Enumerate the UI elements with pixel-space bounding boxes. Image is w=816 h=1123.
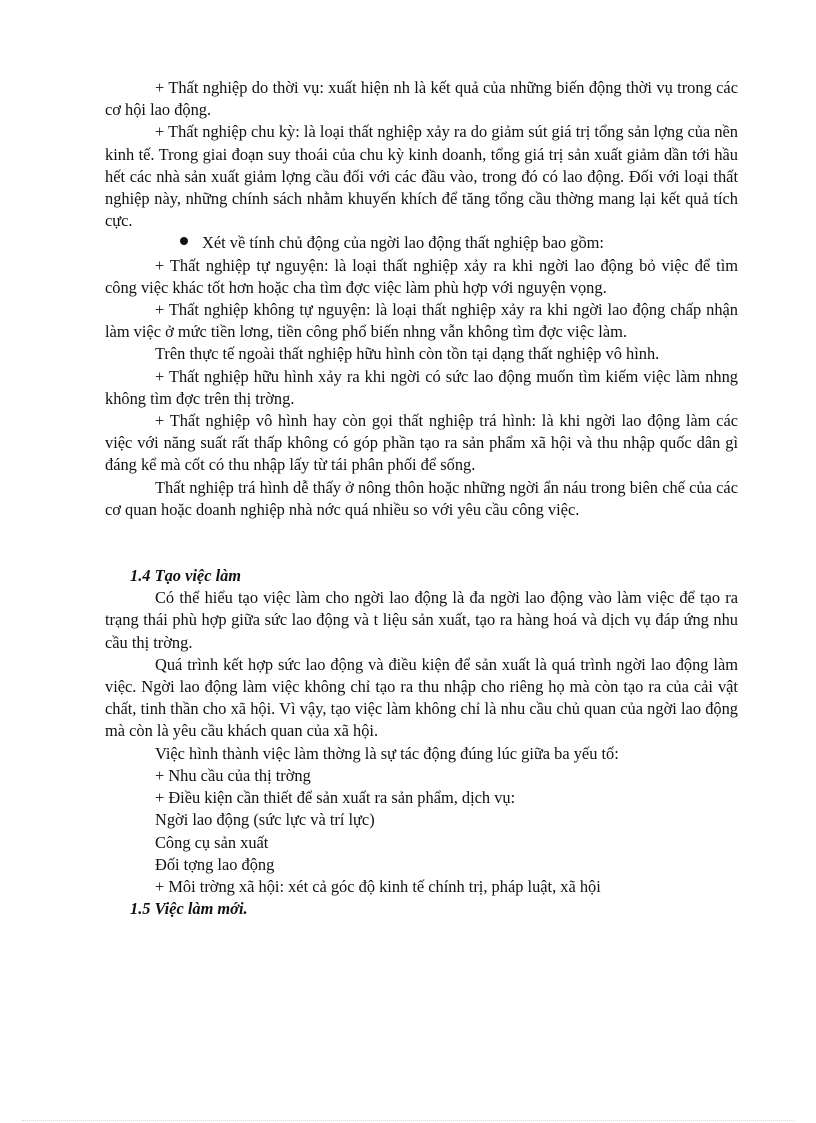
list-line-market-demand: + Nhu cầu của thị trờng [155, 765, 311, 785]
paragraph-voluntary-unemployment: + Thất nghiệp tự nguyện: là loại thất nghiệp xảy ra khi ngời lao động bỏ việc để tìm công việc khác tốt hơn hoặc cha tìm đợc việc làm phù hợp với nguyện vọng. [105, 255, 738, 297]
paragraph-job-creation-process: Quá trình kết hợp sức lao động và điều kiện để sản xuất là quá trình ngời lao động làm việc. Ngời lao động làm việc không chỉ tạo ra thu nhập cho riêng họ mà còn tạo ra của cải vật chất, tinh thần cho xã hội. Vì vậy, tạo việc làm không chỉ là nhu cầu chủ quan của ngời lao động mà còn là yêu cầu khách quan của xã hội. [105, 654, 738, 741]
bullet-item [105, 232, 738, 254]
section-heading-1-4: 1.4 Tạo việc làm [130, 566, 242, 586]
list-line-labor-objects: Đối tợng lao động [155, 854, 275, 874]
paragraph-involuntary-unemployment: + Thất nghiệp không tự nguyện: là loại thất nghiệp xảy ra khi ngời lao động chấp nhận làm việc ở mức tiền lơng, tiền công phổ biến nhng vẫn không tìm đợc việc làm. [105, 300, 738, 342]
list-line-workers: Ngời lao động (sức lực và trí lực) [155, 810, 375, 830]
paragraph-disguised-unemployment: + Thất nghiệp vô hình hay còn gọi thất nghiệp trá hình: là khi ngời lao động làm các việc với năng suất rất thấp không có góp phần tạo ra sản phẩm xã hội và thu nhập quốc dân gì đáng kể mà cốt có thu nhập lấy từ tái phân phối để sống. [105, 411, 738, 475]
paragraph-job-creation-definition: Có thể hiểu tạo việc làm cho ngời lao động là đa ngời lao động vào làm việc để tạo ra trạng thái phù hợp giữa sức lao động và t liệu sản xuất, tạo ra hàng hoá và dịch vụ đáp ứng nhu cầu thị trờng. [105, 588, 738, 652]
list-line-intro: Việc hình thành việc làm thờng là sự tác động đúng lúc giữa ba yếu tố: [155, 743, 619, 763]
section-gap [105, 521, 738, 565]
list-line-tools: Công cụ sản xuất [155, 832, 269, 852]
page-bottom-rule [22, 1120, 794, 1121]
paragraph-visible-unemployment: + Thất nghiệp hữu hình xảy ra khi ngời có sức lao động muốn tìm kiếm việc làm nhng không tìm đợc trên thị trờng. [105, 366, 738, 408]
paragraph-seasonal-unemployment: + Thất nghiệp do thời vụ: xuất hiện nh là kết quả của những biến động thời vụ trong các cơ hội lao động. [105, 78, 738, 120]
document-body [105, 77, 738, 920]
list-line-production-conditions: + Điều kiện cần thiết để sản xuất ra sản phẩm, dịch vụ: [155, 788, 516, 808]
section-heading-1-5: 1.5 Việc làm mới. [130, 899, 248, 919]
bullet-text: Xét về tính chủ động của ngời lao động thất nghiệp bao gồm: [202, 233, 604, 253]
paragraph-cyclical-unemployment: + Thất nghiệp chu kỳ: là loại thất nghiệp xảy ra do giảm sút giá trị tổng sản lợng của nền kinh tế. Trong giai đoạn suy thoái của chu kỳ kinh doanh, tổng giá trị sản xuất giảm dần tới hầu hết các nhà sản xuất giảm lợng cầu đối với các đầu vào, trong đó có lao động. Đối với loại thất nghiệp này, những chính sách nhằm khuyến khích để tăng tổng cầu thờng mang lại kết quả tích cực. [105, 122, 738, 231]
list-line-social-environment: + Môi trờng xã hội: xét cả góc độ kinh tế chính trị, pháp luật, xã hội [155, 876, 601, 896]
paragraph-disguised-unemployment-examples: Thất nghiệp trá hình dễ thấy ở nông thôn hoặc những ngời ẩn náu trong biên chế của các cơ quan hoặc doanh nghiệp nhà nớc quá nhiều so với yêu cầu công việc. [105, 477, 738, 519]
paragraph-visible-invisible-intro: Trên thực tế ngoài thất nghiệp hữu hình còn tồn tại dạng thất nghiệp vô hình. [155, 344, 660, 364]
